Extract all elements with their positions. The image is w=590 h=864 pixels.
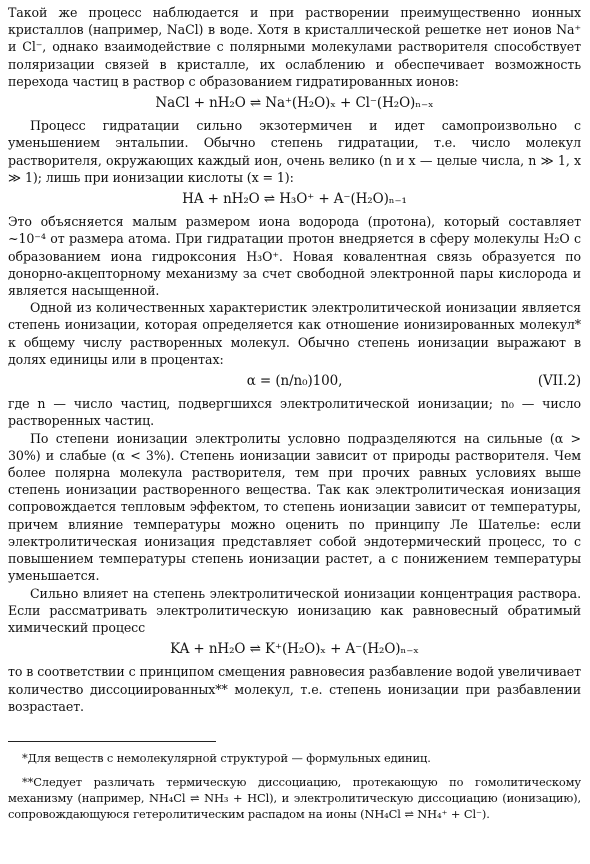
equation-acid-ionization: HA + nH₂O ⇌ H₃O⁺ + A⁻(H₂O)ₙ₋₁ bbox=[182, 191, 407, 208]
equation-ka-hydration: KA + nH₂O ⇌ K⁺(H₂O)ₓ + A⁻(H₂O)ₙ₋ₓ bbox=[170, 641, 419, 658]
paragraph-degree-of-ionization: Одной из количественных характеристик электролитической ионизации является степень ионизации, которая определяется как отношение ионизированных молекул* к общему числу растворенных молекул. Обычно степень ионизации выражают в долях единицы или в процентах: bbox=[8, 300, 581, 367]
paragraph-dilution: то в соответствии с принципом смещения равновесия разбавление водой увеличивает количество диссоциированных** молекул, т.е. степень ионизации при разбавлении возрастает. bbox=[8, 664, 581, 714]
equation-nacl-hydration: NaCl + nH₂O ⇌ Na⁺(H₂O)ₓ + Cl⁻(H₂O)ₙ₋ₓ bbox=[155, 95, 434, 112]
paragraph-ionic-crystals: Такой же процесс наблюдается и при растворении преимущественно ионных кристаллов (например, NaCl) в воде. Хотя в кристаллической решетке нет ионов Na⁺ и Cl⁻, однако взаимодействие с полярными молекулами растворителя способствует поляризации связей в кристалле, их ослаблению и обеспечивает возможность перехода частиц в раствор с образованием гидратированных ионов: bbox=[8, 5, 581, 89]
paragraph-hydration-process: Процесс гидратации сильно экзотермичен и идет самопроизвольно с уменьшением энтальпии. Обычно степень гидратации, т.е. число молекул растворителя, окружающих каждый ион, очень велико (n и x — целые числа, n ≫ 1, x ≫ 1); лишь при ионизации кислоты (x = 1): bbox=[8, 118, 581, 185]
footnote-1: *Для веществ с немолекулярной структурой — формульных единиц. bbox=[22, 750, 431, 765]
equation-number: (VII.2) bbox=[537, 373, 581, 390]
paragraph-concentration-effect: Сильно влияет на степень электролитической ионизации концентрация раствора. Если рассматривать электролитическую ионизацию как равновесный обратимый химический процесс bbox=[8, 585, 581, 635]
paragraph-strong-weak-electrolytes: По степени ионизации электролиты условно подразделяются на сильные (α > 30%) и слабые (α < 3%). Степень ионизации зависит от природы растворителя. Чем более полярна молекула растворителя, тем при прочих равных условиях выше степень ионизации растворенного вещества. Так как электролитическая ионизация сопровождается тепловым эффектом, то степень ионизации зависит от температуры, причем влияние температуры можно оценить по принципу Ле Шателье: если электролитическая ионизация представляет собой эндотермический процесс, то с повышением температуры степень ионизации растет, а с понижением температуры уменьшается. bbox=[8, 430, 581, 584]
equation-alpha-formula: α = (n/n₀)100, bbox=[246, 373, 343, 390]
footnote-divider bbox=[8, 741, 216, 742]
equation-alpha bbox=[8, 373, 581, 390]
footnote-2: **Следует различать термическую диссоциацию, протекающую по гомолитическому механизму (например, NH₄Cl ⇌ NH₃ + HCl), и электролитическую диссоциацию (ионизацию), сопровождающуюся гетеролитическим распадом на ионы (NH₄Cl ⇌ NH₄⁺ + Cl⁻). bbox=[8, 774, 581, 821]
paragraph-definitions: где n — число частиц, подвергшихся электролитической ионизации; n₀ — число растворенных частиц. bbox=[8, 396, 581, 429]
paragraph-proton-size: Это объясняется малым размером иона водорода (протона), который составляет ~10⁻⁴ от размера атома. При гидратации протон внедряется в сферу молекулы H₂O с образованием иона гидроксония H₃O⁺. Новая ковалентная связь образуется по донорно-акцепторному механизму за счет свободной электронной пары кислорода и является насыщенной. bbox=[8, 214, 581, 299]
